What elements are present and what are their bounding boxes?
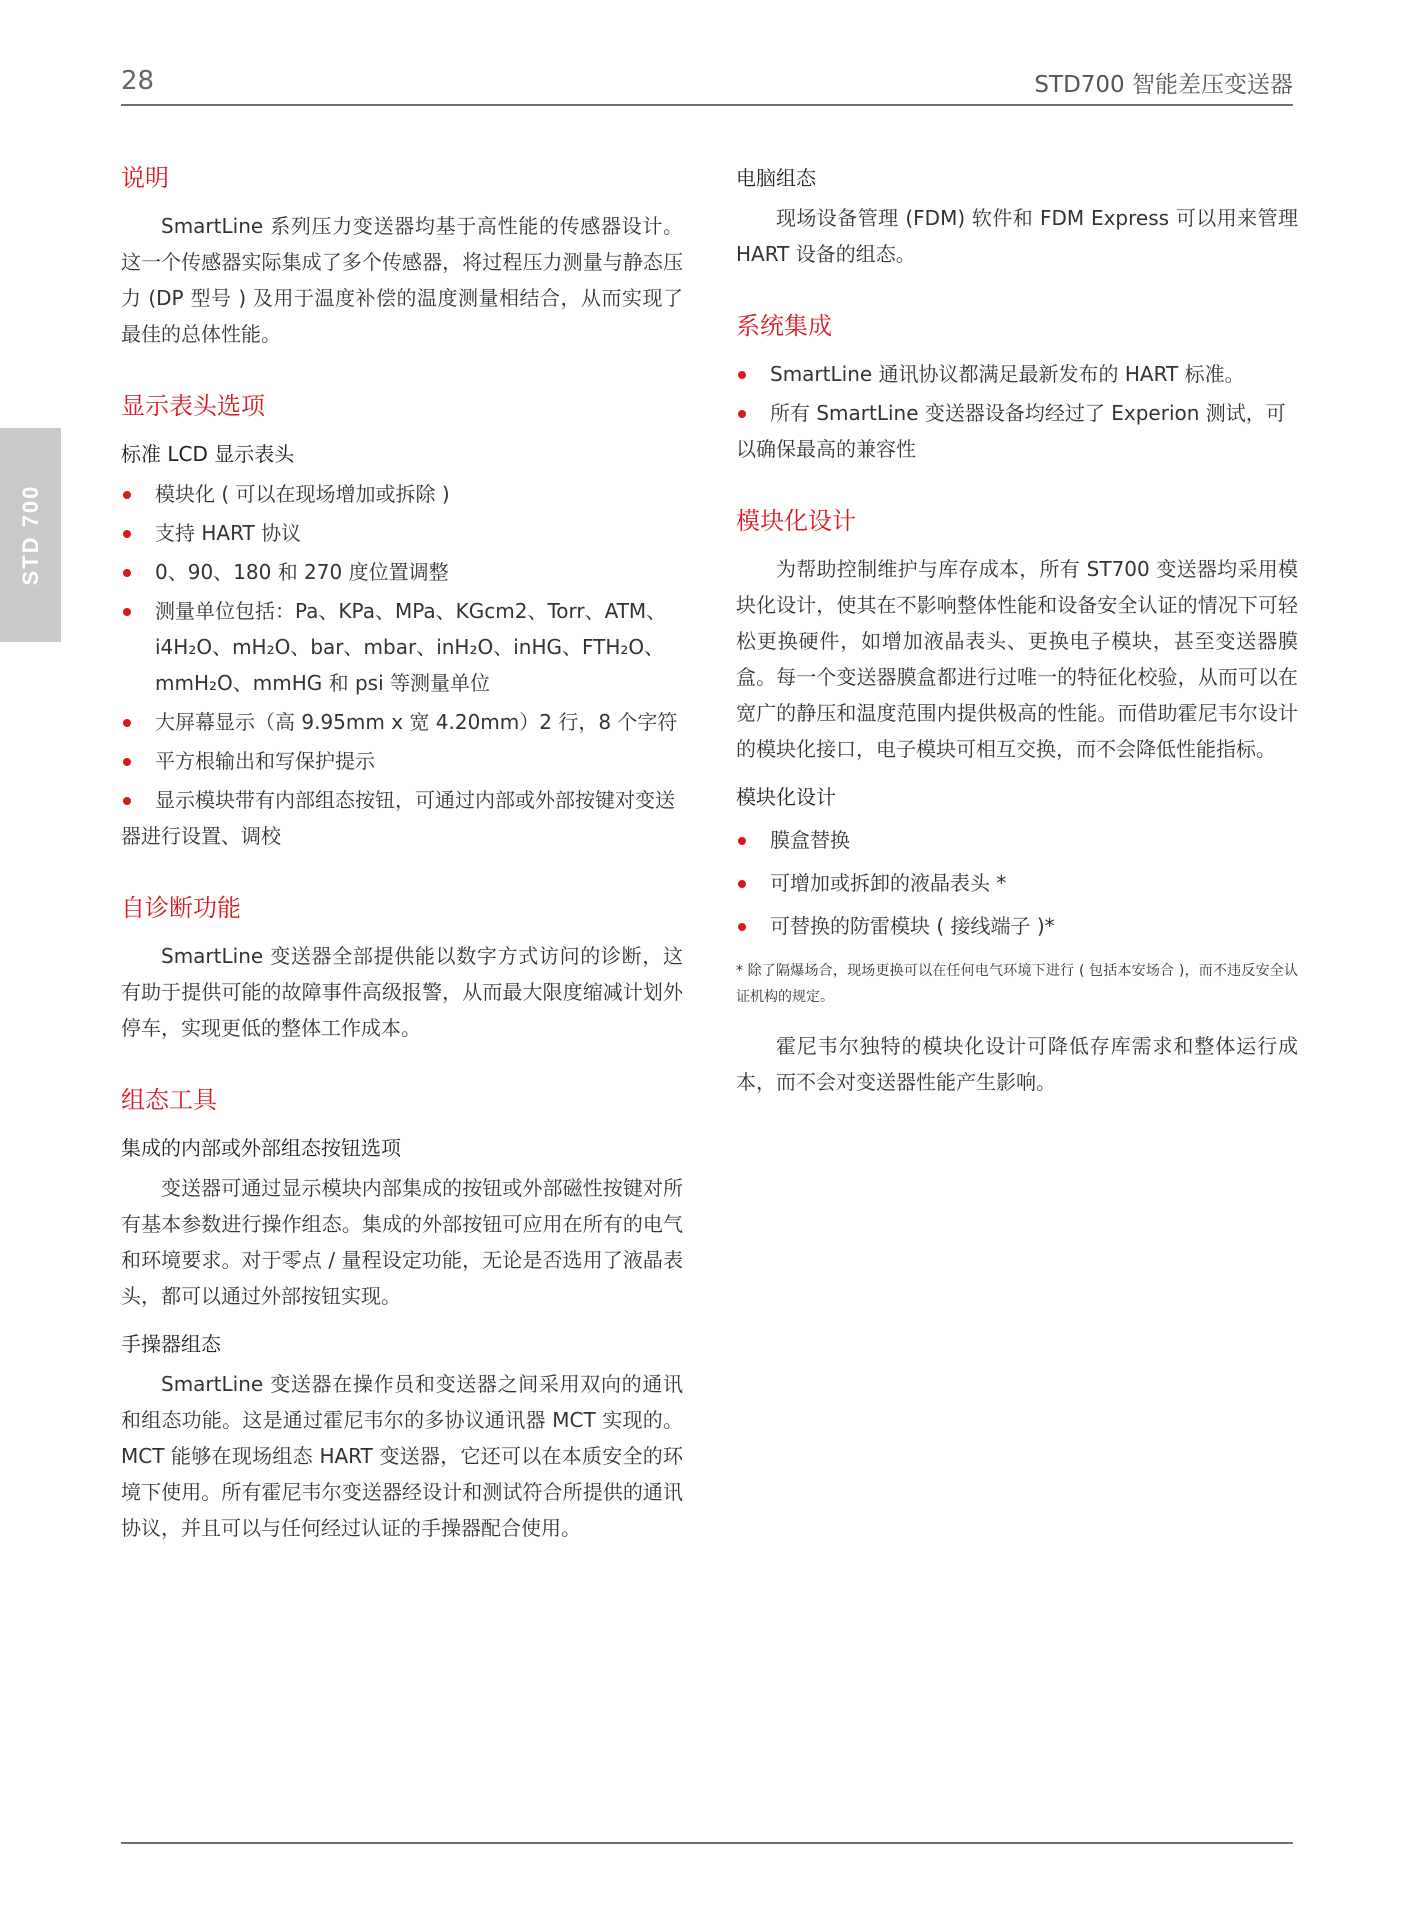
paragraph: 现场设备管理 (FDM) 软件和 FDM Express 可以用来管理 HART 设备的组态。 (736, 206, 1298, 266)
paragraph: 变送器可通过显示模块内部集成的按钮或外部磁性按键对所有基本参数进行操作组态。集成的外部按钮可应用在所有的电气和环境要求。对于零点 / 量程设定功能，无论是否选用了液晶表头，都可以通过外部按钮实现。 (121, 1176, 683, 1308)
left-column (121, 160, 683, 1582)
bullet-list (736, 822, 1298, 944)
display-section (121, 388, 683, 854)
page-header (121, 58, 1293, 106)
document-title: STD700 智能差压变送器 (1034, 72, 1293, 98)
section-heading: 模块化设计 (736, 507, 856, 535)
paragraph: 为帮助控制维护与库存成本，所有 ST700 变送器均采用模块化设计，使其在不影响整体性能和设备安全认证的情况下可轻松更换硬件，如增加液晶表头、更换电子模块，甚至变送器膜盒。每一个变送器膜盒都进行过唯一的特征化校验，从而可以在宽广的静压和温度范围内提供极高的性能。而借助霍尼韦尔设计的模块化接口，电子模块可相互交换，而不会降低性能指标。 (736, 557, 1298, 761)
list-item: 可替换的防雷模块 ( 接线端子 )* (736, 908, 1298, 944)
paragraph: SmartLine 系列压力变送器均基于高性能的传感器设计。这一个传感器实际集成了多个传感器，将过程压力测量与静态压力 (DP 型号 ) 及用于温度补偿的温度测量相结合，从而实现了最佳的总体性能。 (121, 214, 683, 346)
subsection-heading: 电脑组态 (736, 166, 816, 190)
section-heading: 自诊断功能 (121, 894, 241, 922)
section-heading: 说明 (121, 164, 169, 192)
side-tab (0, 428, 61, 642)
section-heading: 组态工具 (121, 1086, 217, 1114)
intro-section (121, 160, 683, 352)
bullet-list (736, 356, 1298, 467)
config-section (121, 1082, 683, 1546)
subsection-heading: 标准 LCD 显示表头 (121, 442, 295, 466)
footer-divider (121, 1842, 1293, 1844)
list-item: 所有 SmartLine 变送器设备均经过了 Experion 测试，可以确保最高的兼容性 (736, 395, 1298, 467)
subsection-heading: 手操器组态 (121, 1332, 221, 1356)
modular-section (736, 503, 1298, 1100)
list-item: 测量单位包括：Pa、KPa、MPa、KGcm2、Torr、ATM、i4H₂O、mH₂O、bar、mbar、inH₂O、inHG、FTH₂O、mmH₂O、mmHG 和 psi 等测量单位 (121, 593, 683, 701)
bullet-list (121, 476, 683, 854)
paragraph: SmartLine 变送器在操作员和变送器之间采用双向的通讯和组态功能。这是通过霍尼韦尔的多协议通讯器 MCT 实现的。MCT 能够在现场组态 HART 变送器，它还可以在本质安全的环境下使用。所有霍尼韦尔变送器经设计和测试符合所提供的通讯协议，并且可以与任何经过认证的手操器配合使用。 (121, 1372, 683, 1540)
page-number: 28 (121, 66, 155, 96)
section-heading: 系统集成 (736, 312, 832, 340)
list-item: 大屏幕显示（高 9.95mm x 宽 4.20mm）2 行，8 个字符 (121, 704, 683, 740)
diagnostics-section (121, 890, 683, 1046)
side-tab-label: STD 700 (17, 484, 43, 586)
list-item: SmartLine 通讯协议都满足最新发布的 HART 标准。 (736, 356, 1298, 392)
list-item: 可增加或拆卸的液晶表头 * (736, 865, 1298, 901)
right-column (736, 160, 1298, 1136)
list-item: 平方根输出和写保护提示 (121, 743, 683, 779)
footnote: * 除了隔爆场合，现场更换可以在任何电气环境下进行 ( 包括本安场合 )，而不违反安全认证机构的规定。 (736, 963, 1298, 1005)
list-item: 模块化 ( 可以在现场增加或拆除 ) (121, 476, 683, 512)
subsection-heading: 集成的内部或外部组态按钮选项 (121, 1136, 401, 1160)
header-divider (121, 104, 1293, 106)
section-heading: 显示表头选项 (121, 392, 265, 420)
list-item: 显示模块带有内部组态按钮，可通过内部或外部按键对变送器进行设置、调校 (121, 782, 683, 854)
paragraph: SmartLine 变送器全部提供能以数字方式访问的诊断，这有助于提供可能的故障事件高级报警，从而最大限度缩减计划外停车，实现更低的整体工作成本。 (121, 944, 683, 1040)
list-item: 0、90、180 和 270 度位置调整 (121, 554, 683, 590)
pc-config-section (736, 160, 1298, 272)
integration-section (736, 308, 1298, 467)
paragraph: 霍尼韦尔独特的模块化设计可降低存库需求和整体运行成本，而不会对变送器性能产生影响。 (736, 1034, 1298, 1094)
subsection-heading: 模块化设计 (736, 785, 836, 809)
list-item: 支持 HART 协议 (121, 515, 683, 551)
list-item: 膜盒替换 (736, 822, 1298, 858)
